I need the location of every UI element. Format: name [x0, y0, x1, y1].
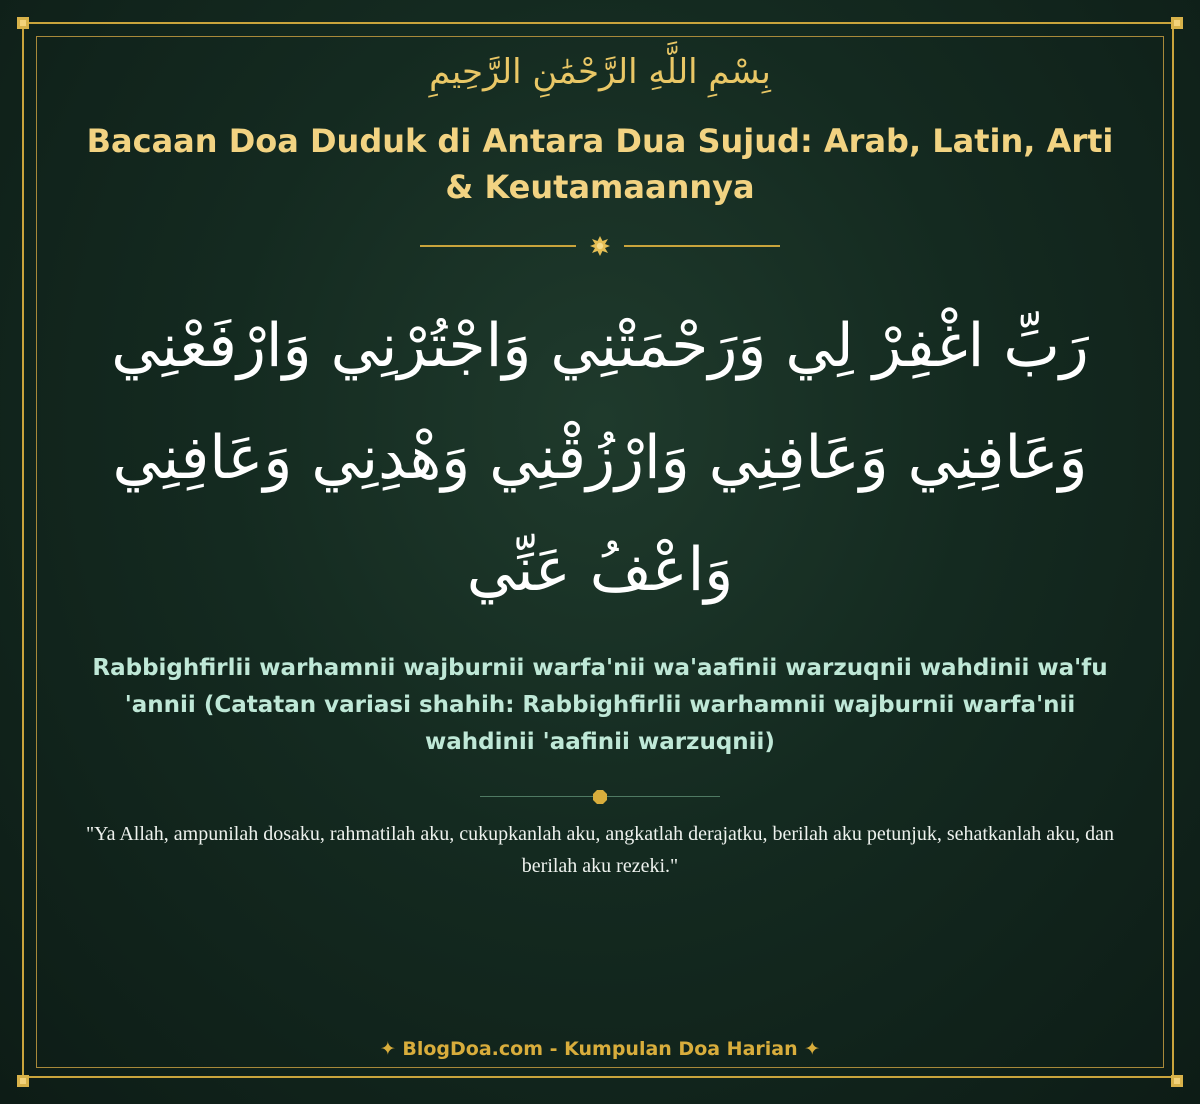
ornamental-divider — [420, 236, 780, 256]
latin-transliteration: Rabbighfirlii warhamnii wajburnii warfa'nii wa'aafinii warzuqnii wahdinii wa'fu 'annii (Catatan variasi shahih: Rabbighfirlii warhamnii wajburnii warfa'nii wahdinii 'aafinii warzuqnii) — [92, 655, 1108, 755]
corner-ornament-icon — [17, 17, 29, 29]
corner-ornament-icon — [1171, 1075, 1183, 1087]
small-divider — [480, 788, 720, 806]
divider-line — [420, 245, 576, 247]
footer-credit: ✦ BlogDoa.com - Kumpulan Doa Harian ✦ — [379, 1038, 821, 1060]
divider-line — [624, 245, 780, 247]
indonesian-translation: "Ya Allah, ampunilah dosaku, rahmatilah aku, cukupkanlah aku, angkatlah derajatku, berilah aku petunjuk, sehatkanlah aku, dan berilah aku rezeki." — [85, 823, 1115, 877]
octagon-dot-icon — [593, 790, 607, 804]
eight-point-star-icon — [590, 236, 610, 256]
arabic-prayer-text: رَبِّ اغْفِرْ لِي وَرَحْمَتْنِي وَاجْتُرْنِي وَارْفَعْنِي وَعَافِنِي وَعَافِنِي وَارْزُقْنِي وَهْدِنِي وَعَافِنِي وَاعْفُ عَنِّي — [111, 311, 1089, 605]
bismillah-heading: بِسْمِ اللَّهِ الرَّحْمَٰنِ الرَّحِيمِ — [429, 52, 771, 92]
page-title: Bacaan Doa Duduk di Antara Dua Sujud: Arab, Latin, Arti & Keutamaannya — [86, 122, 1114, 206]
corner-ornament-icon — [17, 1075, 29, 1087]
corner-ornament-icon — [1171, 17, 1183, 29]
